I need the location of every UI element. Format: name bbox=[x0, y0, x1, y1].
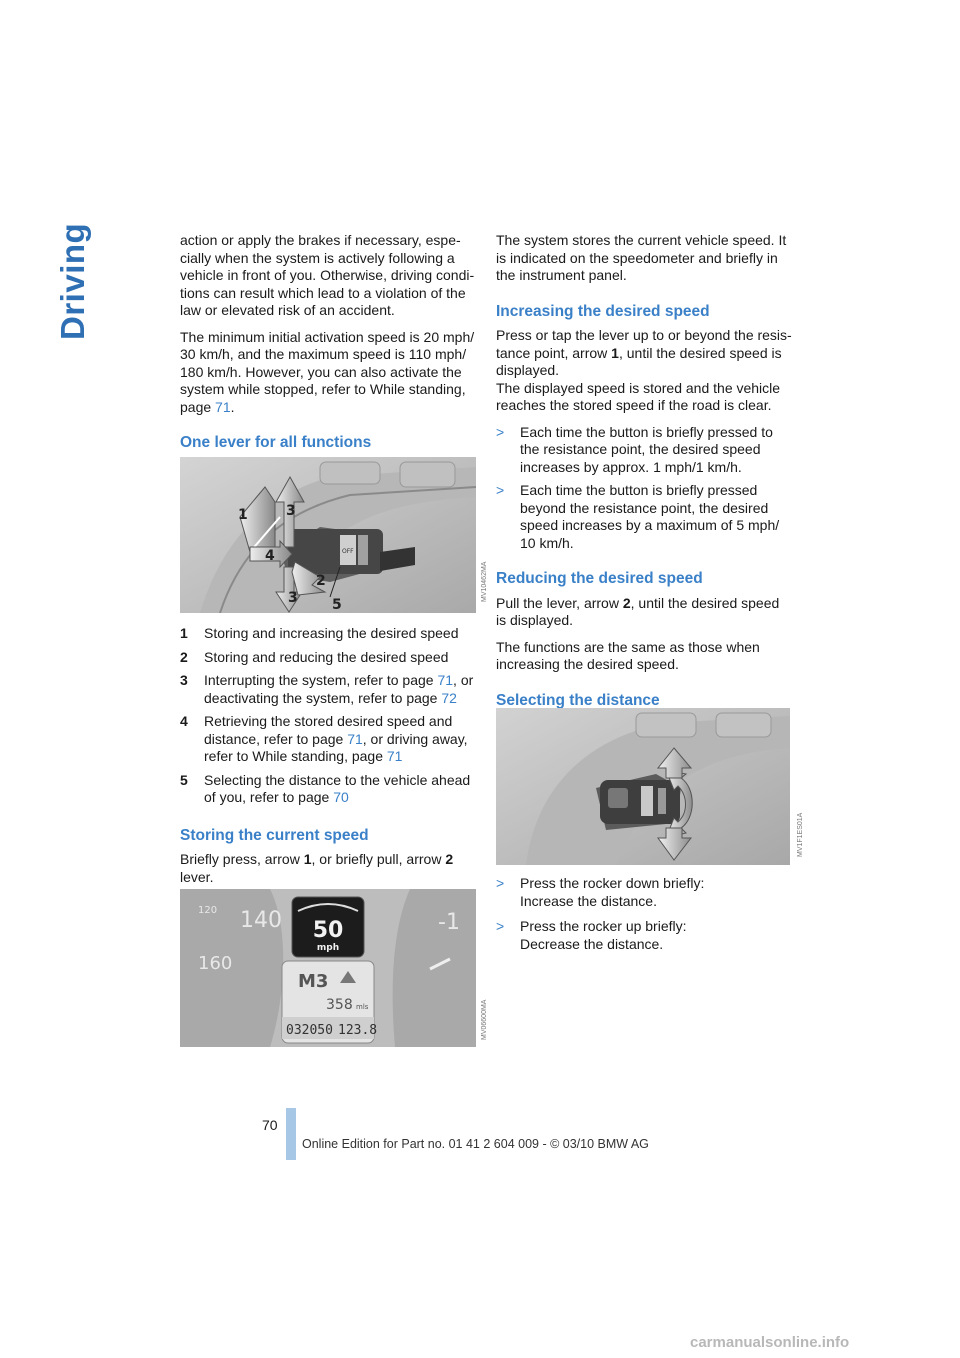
lever-figure bbox=[180, 457, 476, 613]
list-item bbox=[180, 713, 476, 766]
arrow-ref: 2 bbox=[622, 594, 631, 611]
text: , or driving away, refer to While standing, page bbox=[204, 730, 468, 764]
bullet-text: Each time the button is briefly pressed beyond the resistance point, the desired speed increases by a maximum of 5 mph/ 10 km/h. bbox=[520, 482, 780, 551]
page-link[interactable]: 71 bbox=[215, 398, 231, 415]
increasing-paragraph-1 bbox=[496, 327, 792, 380]
right-column bbox=[496, 232, 792, 709]
page-link[interactable]: 71 bbox=[437, 672, 454, 688]
heading-storing: Storing the current speed bbox=[180, 826, 369, 844]
left-column bbox=[180, 232, 476, 452]
gauge-minus1: -1 bbox=[438, 910, 460, 935]
item-number: 5 bbox=[180, 771, 188, 788]
figure-code: MV1F1ES01A bbox=[797, 812, 804, 857]
page-link[interactable]: 72 bbox=[441, 689, 457, 706]
page-link[interactable]: 71 bbox=[347, 730, 363, 747]
text: , or briefly pull, arrow bbox=[311, 851, 446, 867]
chapter-title: Driving bbox=[54, 222, 91, 340]
footer-edition: Online Edition for Part no. 01 41 2 604 009 - © 03/10 BMW AG bbox=[302, 1137, 649, 1151]
bullet-mark: > bbox=[496, 875, 505, 891]
figure-code: MV10462MA bbox=[481, 561, 488, 602]
set-speed: 50 bbox=[312, 918, 344, 943]
text: Selecting the distance to the vehicle ahead of you, refer to page bbox=[204, 771, 471, 805]
text: Decrease the distance. bbox=[520, 935, 664, 952]
callout-5: 5 bbox=[332, 597, 342, 613]
callout-1: 1 bbox=[238, 507, 248, 523]
gauge-160: 160 bbox=[198, 953, 233, 974]
bullet-item bbox=[496, 918, 792, 953]
page-link[interactable]: 70 bbox=[333, 789, 349, 805]
item-text bbox=[204, 672, 476, 707]
callout-4: 4 bbox=[265, 548, 275, 564]
bullet-mark: > bbox=[496, 482, 505, 498]
heading-one-lever: One lever for all functions bbox=[180, 434, 372, 451]
left-paragraph-1: action or apply the brakes if necessary, espe-cially when the system is actively following a vehicle in front of you. Otherwise, driving condi-tions can result which lead to a violation of the law or elevated risk of an accident. bbox=[180, 232, 475, 318]
off-switch-label: OFF bbox=[342, 548, 354, 555]
text: . bbox=[230, 398, 235, 415]
arrow-ref: 1 bbox=[611, 344, 619, 361]
speedometer-figure bbox=[180, 889, 476, 1047]
distance-bullets bbox=[496, 875, 792, 959]
arrow-ref: 1 bbox=[303, 851, 312, 867]
page-link[interactable]: 71 bbox=[386, 748, 403, 764]
rocker-illustration bbox=[496, 708, 790, 865]
instrument-illustration bbox=[180, 889, 476, 1047]
figure-code: MV06600MA bbox=[481, 999, 488, 1040]
page-number: 70 bbox=[262, 1117, 278, 1133]
text: Press the rocker down briefly: bbox=[520, 875, 705, 891]
left-paragraph-2 bbox=[180, 329, 476, 417]
item-text: Storing and reducing the desired speed bbox=[204, 648, 449, 665]
text: Retrieving the stored desired speed and distance, refer to page bbox=[204, 713, 453, 747]
trip-meter: 123.8 bbox=[338, 1023, 378, 1038]
item-text bbox=[204, 713, 476, 766]
speed-unit: mph bbox=[316, 943, 340, 953]
item-number: 2 bbox=[180, 648, 188, 665]
text: Press or tap the lever up to or beyond the resis-tance point, arrow bbox=[496, 327, 792, 361]
chapter-tab bbox=[12, 222, 91, 348]
bullet-item bbox=[496, 875, 792, 910]
heading-increasing: Increasing the desired speed bbox=[496, 302, 710, 320]
range-unit: mls bbox=[356, 1003, 369, 1011]
item-number: 4 bbox=[180, 713, 188, 729]
bullet-mark: > bbox=[496, 423, 505, 440]
text: Briefly press, arrow bbox=[180, 851, 304, 867]
item-text: Storing and increasing the desired speed bbox=[204, 625, 459, 641]
gauge-140: 140 bbox=[240, 908, 282, 933]
text: , or deactivating the system, refer to page bbox=[204, 672, 474, 706]
storing-paragraph bbox=[180, 851, 476, 886]
heading-reducing: Reducing the desired speed bbox=[496, 570, 703, 587]
reducing-paragraph-1 bbox=[496, 595, 792, 630]
callout-2: 2 bbox=[316, 573, 326, 589]
text: Interrupting the system, refer to page bbox=[204, 672, 438, 688]
list-item bbox=[180, 625, 476, 643]
right-paragraph-1: The system stores the current vehicle speed. It is indicated on the speedometer and briefly in the instrument panel. bbox=[496, 232, 787, 283]
text: The minimum initial activation speed is 20 mph/ 30 km/h, and the maximum speed is 110 mph/ 180 km/h. However, you can also activate the system while stopped, refer to While standing, page bbox=[180, 328, 475, 415]
text: Pull the lever, arrow bbox=[496, 594, 623, 611]
item-text bbox=[204, 772, 476, 807]
heading-distance: Selecting the distance bbox=[496, 691, 660, 709]
callout-3-bottom: 3 bbox=[288, 590, 298, 606]
gauge-120: 120 bbox=[198, 905, 218, 916]
lever-illustration bbox=[180, 457, 476, 613]
text: lever. bbox=[180, 868, 214, 885]
rocker-figure bbox=[496, 708, 790, 865]
list-item bbox=[180, 672, 476, 707]
watermark: carmanualsonline.info bbox=[690, 1334, 850, 1351]
numbered-list bbox=[180, 625, 476, 895]
reducing-paragraph-2: The functions are the same as those when increasing the desired speed. bbox=[496, 638, 760, 672]
text: Increase the distance. bbox=[520, 892, 657, 909]
footer-accent-bar bbox=[286, 1108, 296, 1160]
text: , until the desired speed is displayed. bbox=[496, 344, 782, 378]
bullet-item bbox=[496, 482, 792, 552]
arrow-ref: 2 bbox=[445, 851, 454, 867]
list-item bbox=[180, 649, 476, 667]
list-item bbox=[180, 772, 476, 807]
bullet-mark: > bbox=[496, 918, 505, 934]
bullet-text bbox=[520, 918, 687, 953]
callout-3-top: 3 bbox=[286, 503, 296, 519]
bullet-text: Each time the button is briefly pressed to the resistance point, the desired speed increases by approx. 1 mph/1 km/h. bbox=[520, 423, 773, 475]
item-number: 3 bbox=[180, 672, 188, 688]
range-value: 358 bbox=[326, 997, 353, 1013]
text: , until the desired speed is displayed. bbox=[496, 594, 780, 628]
gear-display: M3 bbox=[298, 971, 329, 992]
increasing-paragraph-2: The displayed speed is stored and the vehicle reaches the stored speed if the road is clear. bbox=[496, 379, 781, 413]
bullet-item bbox=[496, 424, 792, 477]
bullet-text bbox=[520, 875, 704, 910]
text: Press the rocker up briefly: bbox=[520, 918, 687, 934]
item-number: 1 bbox=[180, 625, 188, 641]
odometer: 032050 bbox=[286, 1023, 333, 1038]
